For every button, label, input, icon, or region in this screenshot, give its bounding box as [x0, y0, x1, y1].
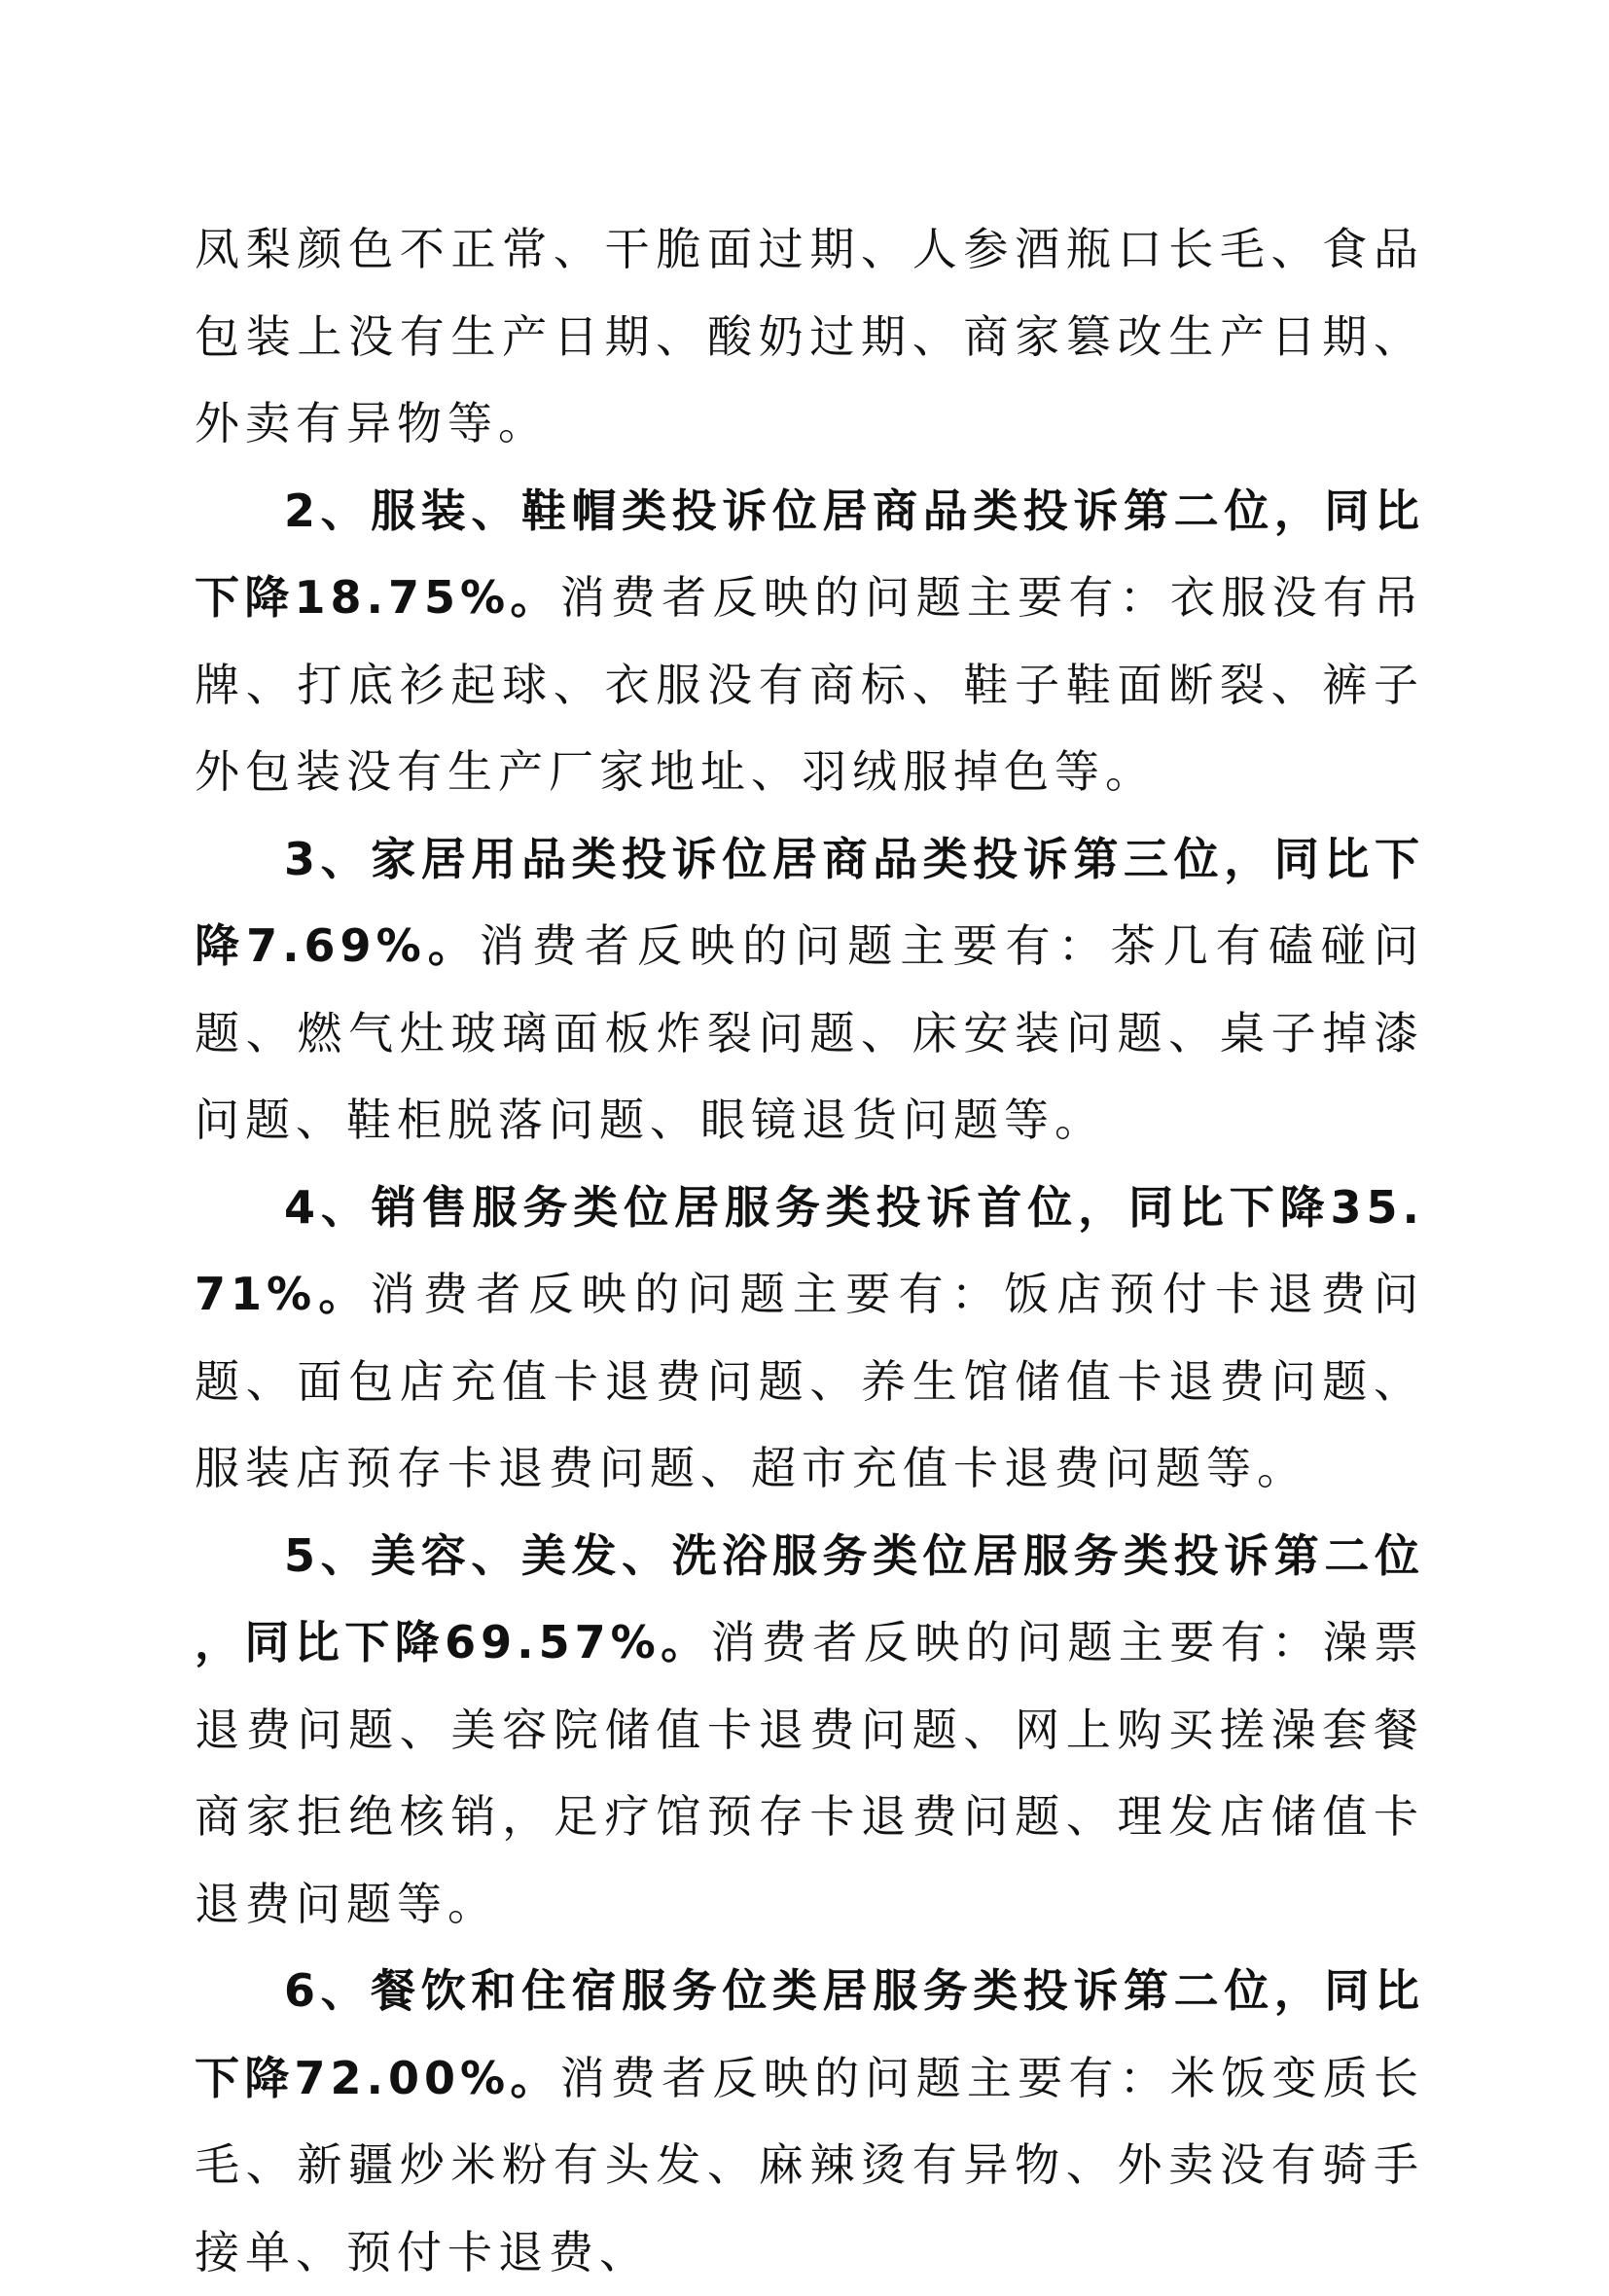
paragraph-beauty-bath-service: [195, 1513, 1424, 1949]
paragraph-heading: 3、家居用品类投诉位居商品类投诉第三位，同比下降7.69%。: [195, 832, 1424, 972]
paragraph-heading: 4、销售服务类位居服务类投诉首位，同比下降35.71%。: [195, 1180, 1424, 1320]
paragraph-catering-lodging: [195, 1948, 1424, 2296]
paragraph-heading: 6、餐饮和住宿服务位类居服务类投诉第二位，同比下降72.00%。: [195, 1964, 1424, 2104]
paragraph-text: 消费者反映的问题主要有：茶几有磕碰问题、燃气灶玻璃面板炸裂问题、床安装问题、桌子掉漆问题、鞋柜脱落问题、眼镜退货问题等。: [195, 919, 1424, 1146]
paragraph-text: 消费者反映的问题主要有：饭店预付卡退费问题、面包店充值卡退费问题、养生馆储值卡退费问题、服装店预存卡退费问题、超市充值卡退费问题等。: [195, 1268, 1425, 1494]
paragraph-food-continued: [195, 206, 1424, 468]
paragraph-text: 消费者反映的问题主要有：澡票退费问题、美容院储值卡退费问题、网上购买搓澡套餐商家拒绝核销，足疗馆预存卡退费问题、理发店储值卡退费问题等。: [195, 1616, 1425, 1930]
paragraph-sales-service: [195, 1165, 1424, 1513]
paragraph-household-goods: [195, 816, 1424, 1165]
paragraph-heading: 5、美容、美发、洗浴服务类位居服务类投诉第二位，同比下降69.57%。: [195, 1528, 1424, 1668]
document-body: [195, 206, 1424, 2296]
paragraph-clothing-shoes: [195, 468, 1424, 816]
paragraph-text: 凤梨颜色不正常、干脆面过期、人参酒瓶口长毛、食品包装上没有生产日期、酸奶过期、商家篡改生产日期、外卖有异物等。: [195, 223, 1424, 449]
paragraph-text: 消费者反映的问题主要有：衣服没有吊牌、打底衫起球、衣服没有商标、鞋子鞋面断裂、裤子外包装没有生产厂家地址、羽绒服掉色等。: [195, 571, 1425, 798]
paragraph-text: 消费者反映的问题主要有：米饭变质长毛、新疆炒米粉有头发、麻辣烫有异物、外卖没有骑手接单、预付卡退费、: [195, 2051, 1425, 2278]
paragraph-heading: 2、服装、鞋帽类投诉位居商品类投诉第二位，同比下降18.75%。: [195, 484, 1424, 624]
